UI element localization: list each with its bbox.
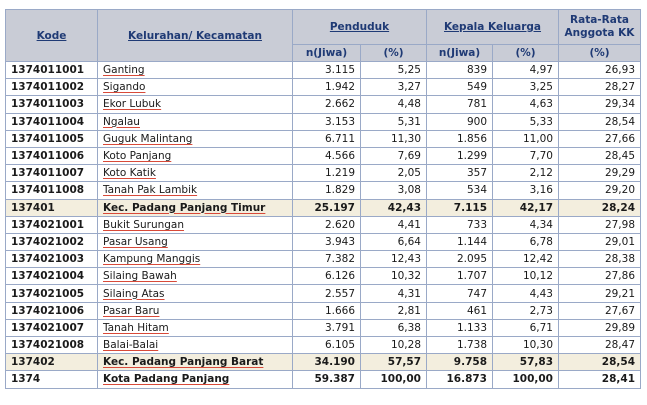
cell-penduduk-n: 1.219 (293, 165, 361, 182)
cell-kode: 1374011008 (6, 182, 98, 199)
cell-kk-pct: 42,17 (493, 199, 559, 216)
cell-nama: Silaing Bawah (98, 268, 293, 285)
cell-kode: 1374011002 (6, 79, 98, 96)
cell-kode: 1374011006 (6, 147, 98, 164)
cell-nama: Pasar Usang (98, 233, 293, 250)
header-pct-kk: (%) (493, 45, 559, 62)
cell-kk-n: 1.133 (427, 319, 493, 336)
cell-rata-rata: 28,24 (559, 199, 641, 216)
cell-kk-n: 461 (427, 302, 493, 319)
cell-nama: Tanah Pak Lambik (98, 182, 293, 199)
cell-kode: 1374011004 (6, 113, 98, 130)
cell-penduduk-pct: 11,30 (361, 130, 427, 147)
cell-nama: Tanah Hitam (98, 319, 293, 336)
cell-penduduk-pct: 2,05 (361, 165, 427, 182)
table-row (6, 251, 641, 268)
cell-kk-pct: 3,16 (493, 182, 559, 199)
population-table (5, 9, 641, 389)
table-row (6, 182, 641, 199)
table-row (6, 302, 641, 319)
cell-rata-rata: 29,21 (559, 285, 641, 302)
table-header (6, 10, 641, 62)
cell-kk-n: 9.758 (427, 354, 493, 371)
cell-rata-rata: 29,01 (559, 233, 641, 250)
cell-kk-n: 747 (427, 285, 493, 302)
cell-nama: Kec. Padang Panjang Timur (98, 199, 293, 216)
cell-kk-pct: 7,70 (493, 147, 559, 164)
cell-nama: Balai-Balai (98, 337, 293, 354)
cell-rata-rata: 27,98 (559, 216, 641, 233)
cell-penduduk-n: 4.566 (293, 147, 361, 164)
cell-rata-rata: 26,93 (559, 62, 641, 79)
header-row-main (6, 10, 641, 45)
table-row (6, 62, 641, 79)
table-row (6, 147, 641, 164)
cell-penduduk-pct: 4,31 (361, 285, 427, 302)
cell-penduduk-pct: 3,27 (361, 79, 427, 96)
table-row (6, 96, 641, 113)
cell-penduduk-n: 6.711 (293, 130, 361, 147)
header-pct-penduduk: (%) (361, 45, 427, 62)
cell-kk-pct: 10,30 (493, 337, 559, 354)
cell-kk-pct: 10,12 (493, 268, 559, 285)
cell-penduduk-pct: 6,38 (361, 319, 427, 336)
table-row (6, 319, 641, 336)
cell-kk-pct: 12,42 (493, 251, 559, 268)
cell-rata-rata: 28,47 (559, 337, 641, 354)
cell-kode: 1374011007 (6, 165, 98, 182)
header-n-jiwa-penduduk: n(Jiwa) (293, 45, 361, 62)
cell-kk-n: 1.144 (427, 233, 493, 250)
cell-kk-n: 2.095 (427, 251, 493, 268)
cell-kk-pct: 4,63 (493, 96, 559, 113)
cell-kk-n: 7.115 (427, 199, 493, 216)
total-row (6, 371, 641, 388)
cell-kk-pct: 5,33 (493, 113, 559, 130)
cell-rata-rata: 28,27 (559, 79, 641, 96)
header-kelurahan: Kelurahan/ Kecamatan (98, 10, 293, 62)
cell-nama: Bukit Surungan (98, 216, 293, 233)
table-row (6, 79, 641, 96)
cell-rata-rata: 27,67 (559, 302, 641, 319)
cell-rata-rata: 27,86 (559, 268, 641, 285)
cell-kode: 137401 (6, 199, 98, 216)
subtotal-row (6, 199, 641, 216)
cell-rata-rata: 28,41 (559, 371, 641, 388)
cell-nama: Ngalau (98, 113, 293, 130)
cell-nama: Kota Padang Panjang (98, 371, 293, 388)
cell-rata-rata: 29,20 (559, 182, 641, 199)
cell-penduduk-n: 7.382 (293, 251, 361, 268)
cell-penduduk-pct: 5,31 (361, 113, 427, 130)
cell-penduduk-n: 3.115 (293, 62, 361, 79)
cell-nama: Ganting (98, 62, 293, 79)
table-row (6, 130, 641, 147)
cell-kk-n: 16.873 (427, 371, 493, 388)
header-pct-rata: (%) (559, 45, 641, 62)
cell-kode: 1374011005 (6, 130, 98, 147)
cell-kode: 1374021003 (6, 251, 98, 268)
cell-kk-n: 839 (427, 62, 493, 79)
cell-penduduk-pct: 7,69 (361, 147, 427, 164)
cell-penduduk-pct: 12,43 (361, 251, 427, 268)
cell-penduduk-n: 3.791 (293, 319, 361, 336)
cell-kk-n: 357 (427, 165, 493, 182)
cell-penduduk-n: 6.126 (293, 268, 361, 285)
cell-penduduk-n: 3.943 (293, 233, 361, 250)
cell-kk-pct: 4,43 (493, 285, 559, 302)
cell-penduduk-n: 1.666 (293, 302, 361, 319)
cell-penduduk-pct: 42,43 (361, 199, 427, 216)
cell-kk-pct: 11,00 (493, 130, 559, 147)
cell-kk-n: 733 (427, 216, 493, 233)
cell-kk-n: 1.299 (427, 147, 493, 164)
cell-rata-rata: 28,38 (559, 251, 641, 268)
table-row (6, 113, 641, 130)
cell-penduduk-n: 6.105 (293, 337, 361, 354)
cell-kk-pct: 2,73 (493, 302, 559, 319)
cell-penduduk-pct: 4,41 (361, 216, 427, 233)
cell-nama: Pasar Baru (98, 302, 293, 319)
cell-nama: Guguk Malintang (98, 130, 293, 147)
cell-kk-pct: 2,12 (493, 165, 559, 182)
cell-kk-n: 1.856 (427, 130, 493, 147)
table-row (6, 216, 641, 233)
cell-kk-n: 1.707 (427, 268, 493, 285)
cell-penduduk-n: 2.620 (293, 216, 361, 233)
cell-kode: 137402 (6, 354, 98, 371)
cell-penduduk-n: 25.197 (293, 199, 361, 216)
cell-penduduk-pct: 100,00 (361, 371, 427, 388)
cell-penduduk-n: 34.190 (293, 354, 361, 371)
cell-kode: 1374 (6, 371, 98, 388)
table-row (6, 268, 641, 285)
cell-penduduk-pct: 5,25 (361, 62, 427, 79)
cell-penduduk-n: 2.557 (293, 285, 361, 302)
cell-kk-n: 534 (427, 182, 493, 199)
cell-penduduk-pct: 57,57 (361, 354, 427, 371)
cell-kk-pct: 100,00 (493, 371, 559, 388)
cell-kk-n: 781 (427, 96, 493, 113)
cell-kode: 1374021006 (6, 302, 98, 319)
cell-penduduk-pct: 2,81 (361, 302, 427, 319)
cell-penduduk-pct: 4,48 (361, 96, 427, 113)
cell-kk-pct: 6,71 (493, 319, 559, 336)
cell-kk-n: 1.738 (427, 337, 493, 354)
cell-penduduk-pct: 10,32 (361, 268, 427, 285)
cell-nama: Koto Katik (98, 165, 293, 182)
cell-kode: 1374021002 (6, 233, 98, 250)
cell-rata-rata: 29,29 (559, 165, 641, 182)
cell-rata-rata: 28,54 (559, 354, 641, 371)
cell-kode: 1374011003 (6, 96, 98, 113)
cell-penduduk-n: 2.662 (293, 96, 361, 113)
cell-kode: 1374021005 (6, 285, 98, 302)
cell-kk-pct: 3,25 (493, 79, 559, 96)
cell-kk-pct: 6,78 (493, 233, 559, 250)
cell-rata-rata: 28,45 (559, 147, 641, 164)
header-n-jiwa-kk: n(Jiwa) (427, 45, 493, 62)
table-row (6, 165, 641, 182)
table-body (6, 62, 641, 389)
cell-rata-rata: 29,34 (559, 96, 641, 113)
table-row (6, 337, 641, 354)
cell-kode: 1374021007 (6, 319, 98, 336)
cell-penduduk-n: 1.829 (293, 182, 361, 199)
cell-kk-n: 900 (427, 113, 493, 130)
data-table-wrapper (5, 9, 641, 389)
cell-rata-rata: 29,89 (559, 319, 641, 336)
cell-rata-rata: 27,66 (559, 130, 641, 147)
cell-kk-pct: 4,34 (493, 216, 559, 233)
cell-kode: 1374021008 (6, 337, 98, 354)
table-row (6, 285, 641, 302)
cell-kk-pct: 57,83 (493, 354, 559, 371)
cell-kk-pct: 4,97 (493, 62, 559, 79)
cell-penduduk-n: 3.153 (293, 113, 361, 130)
header-kode: Kode (6, 10, 98, 62)
header-kepala-keluarga: Kepala Keluarga (427, 10, 559, 45)
cell-penduduk-pct: 6,64 (361, 233, 427, 250)
cell-penduduk-n: 1.942 (293, 79, 361, 96)
cell-kode: 1374011001 (6, 62, 98, 79)
cell-nama: Kec. Padang Panjang Barat (98, 354, 293, 371)
subtotal-row (6, 354, 641, 371)
table-row (6, 233, 641, 250)
cell-nama: Sigando (98, 79, 293, 96)
cell-penduduk-pct: 10,28 (361, 337, 427, 354)
header-rata-rata: Rata-Rata Anggota KK (559, 10, 641, 45)
cell-nama: Ekor Lubuk (98, 96, 293, 113)
cell-kk-n: 549 (427, 79, 493, 96)
cell-nama: Koto Panjang (98, 147, 293, 164)
cell-penduduk-n: 59.387 (293, 371, 361, 388)
cell-kode: 1374021004 (6, 268, 98, 285)
cell-rata-rata: 28,54 (559, 113, 641, 130)
cell-nama: Silaing Atas (98, 285, 293, 302)
cell-penduduk-pct: 3,08 (361, 182, 427, 199)
cell-nama: Kampung Manggis (98, 251, 293, 268)
header-penduduk: Penduduk (293, 10, 427, 45)
cell-kode: 1374021001 (6, 216, 98, 233)
